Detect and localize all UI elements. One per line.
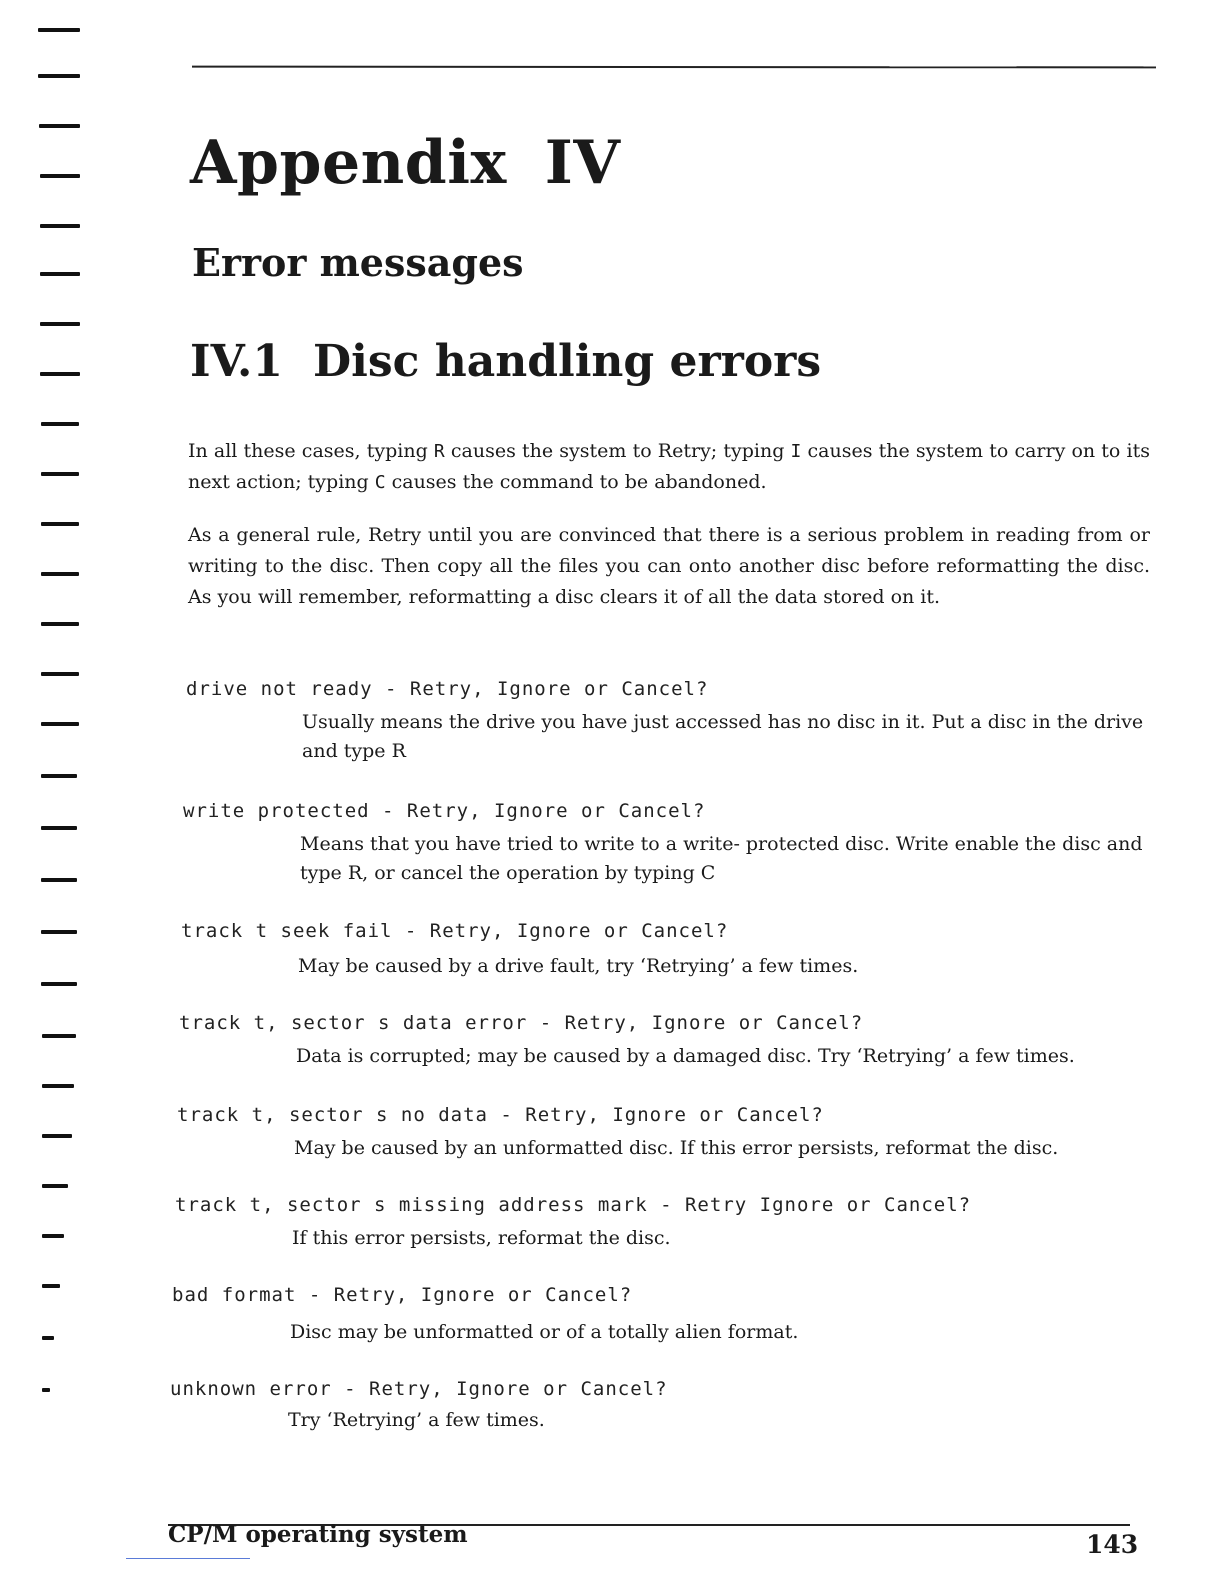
section-number: IV.1 bbox=[190, 336, 283, 387]
error-description: Disc may be unformatted or of a totally alien format. bbox=[290, 1321, 799, 1343]
binding-mark bbox=[42, 1034, 76, 1038]
error-message: bad format - Retry, Ignore or Cancel? bbox=[172, 1284, 633, 1306]
error-description: Data is corrupted; may be caused by a damaged disc. Try ‘Retrying’ a few times. bbox=[296, 1045, 1075, 1067]
binding-mark bbox=[41, 522, 79, 526]
error-message: unknown error - Retry, Ignore or Cancel? bbox=[170, 1378, 668, 1400]
binding-mark bbox=[40, 322, 80, 326]
section-title-text: Disc handling errors bbox=[312, 336, 822, 387]
appendix-number: IV bbox=[544, 128, 621, 198]
appendix-title bbox=[190, 128, 620, 198]
binding-mark bbox=[41, 572, 79, 576]
binding-mark bbox=[42, 1134, 72, 1138]
binding-mark bbox=[41, 622, 79, 626]
top-rule bbox=[192, 66, 1156, 69]
key-i: I bbox=[790, 441, 802, 462]
binding-mark bbox=[41, 722, 79, 726]
error-description: May be caused by a drive fault, try ‘Retrying’ a few times. bbox=[298, 955, 859, 977]
page-number: 143 bbox=[1086, 1530, 1139, 1559]
error-message: track t, sector s data error - Retry, Ignore or Cancel? bbox=[179, 1012, 864, 1034]
error-description: Usually means the drive you have just accessed has no disc in it. Put a disc in the drive and type R bbox=[302, 711, 1144, 762]
binding-mark bbox=[40, 174, 80, 178]
error-description: If this error persists, reformat the disc. bbox=[292, 1227, 671, 1249]
general-rule-paragraph: As a general rule, Retry until you are convinced that there is a serious problem in reading from or writing to the disc. Then copy all the files you can onto another disc before reformatting the disc. As you will remember, reformatting a disc clears it of all the data stored on it. bbox=[188, 524, 1150, 608]
binding-mark bbox=[42, 1336, 54, 1340]
binding-mark bbox=[38, 28, 80, 32]
scan-artifact-line bbox=[126, 1558, 250, 1559]
binding-mark bbox=[42, 1084, 74, 1088]
chapter-title: Error messages bbox=[192, 240, 524, 285]
binding-mark bbox=[41, 422, 79, 426]
key-r: R bbox=[433, 441, 445, 462]
error-message: track t seek fail - Retry, Ignore or Cancel? bbox=[181, 920, 729, 942]
binding-edge bbox=[0, 0, 100, 1584]
error-message: track t, sector s no data - Retry, Ignore or Cancel? bbox=[177, 1104, 824, 1126]
error-description: Means that you have tried to write to a write- protected disc. Write enable the disc and type R, or cancel the operation by typing C bbox=[300, 833, 1143, 884]
error-description: May be caused by an unformatted disc. If this error persists, reformat the disc. bbox=[294, 1137, 1059, 1159]
binding-mark bbox=[41, 672, 79, 676]
binding-mark bbox=[41, 472, 79, 476]
binding-mark bbox=[41, 982, 77, 986]
binding-mark bbox=[41, 878, 77, 882]
binding-mark bbox=[41, 774, 77, 778]
binding-mark bbox=[40, 372, 80, 376]
appendix-label: Appendix bbox=[190, 128, 507, 198]
binding-mark bbox=[40, 272, 80, 276]
intro-paragraph: In all these cases, typing R causes the system to Retry; typing I causes the system to carry on to its next action; typing C causes the command to be abandoned. bbox=[188, 440, 1150, 493]
binding-mark bbox=[40, 224, 80, 228]
error-message: write protected - Retry, Ignore or Cancel? bbox=[183, 800, 706, 822]
error-message: drive not ready - Retry, Ignore or Cancel? bbox=[186, 678, 709, 700]
binding-mark bbox=[42, 1234, 64, 1238]
binding-mark bbox=[38, 74, 80, 78]
binding-mark bbox=[41, 826, 77, 830]
binding-mark bbox=[42, 1284, 60, 1288]
binding-mark bbox=[42, 1184, 68, 1188]
error-description: Try ‘Retrying’ a few times. bbox=[288, 1409, 545, 1431]
key-c: C bbox=[374, 472, 386, 493]
binding-mark bbox=[41, 930, 77, 934]
binding-mark bbox=[42, 1388, 50, 1392]
section-title bbox=[190, 336, 821, 387]
error-message: track t, sector s missing address mark - Retry Ignore or Cancel? bbox=[175, 1194, 972, 1216]
footer-title: CP/M operating system bbox=[168, 1521, 468, 1548]
binding-mark bbox=[39, 124, 80, 128]
